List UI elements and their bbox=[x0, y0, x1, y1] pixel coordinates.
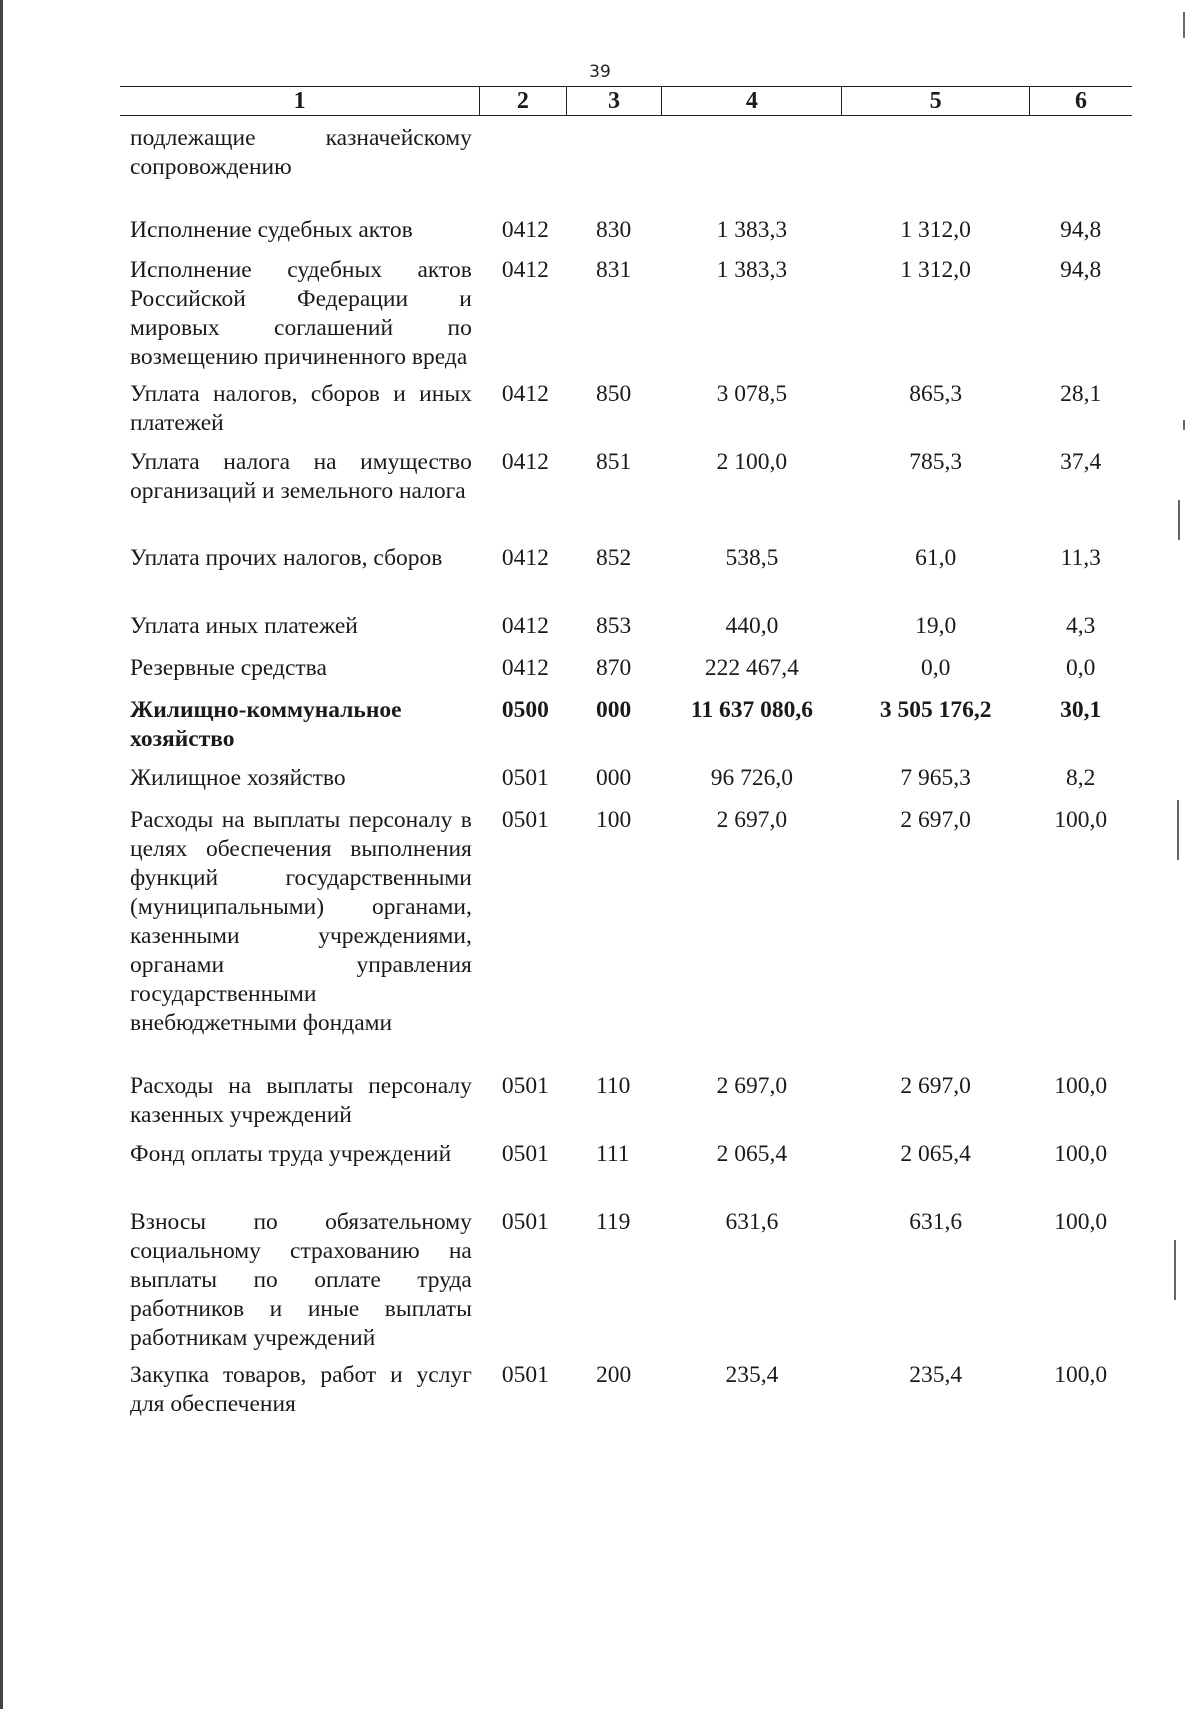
row-value-c4: 3 078,5 bbox=[716, 380, 788, 407]
row-value-c5: 7 965,3 bbox=[900, 764, 971, 791]
budget-table bbox=[120, 86, 1132, 1421]
table-row bbox=[120, 688, 1132, 756]
row-value-c4: 2 697,0 bbox=[716, 1072, 788, 1099]
row-value-c4: 96 726,0 bbox=[710, 764, 794, 791]
table-row bbox=[120, 1132, 1132, 1200]
row-label: Уплата иных платежей bbox=[130, 612, 358, 639]
table-row bbox=[120, 604, 1132, 646]
row-value-c2: 0412 bbox=[501, 256, 549, 283]
row-value-c4: 11 637 080,6 bbox=[690, 696, 813, 723]
row-value-c2: 0501 bbox=[501, 1361, 549, 1388]
row-value-c2: 0501 bbox=[501, 1072, 549, 1099]
row-value-c4: 1 383,3 bbox=[716, 256, 788, 283]
row-label: Исполнение судебных актов bbox=[130, 216, 413, 243]
row-value-c2: 0412 bbox=[501, 380, 549, 407]
row-label: Уплата прочих налогов, сборов bbox=[130, 544, 443, 571]
row-value-c5: 785,3 bbox=[909, 448, 963, 475]
row-label: Жилищное хозяйство bbox=[130, 764, 346, 791]
column-header-6: 6 bbox=[1029, 87, 1132, 116]
row-value-c3: 110 bbox=[596, 1072, 631, 1099]
row-value-c2: 0412 bbox=[501, 612, 549, 639]
row-label: подлежащие казначейскому сопровождению bbox=[130, 125, 472, 180]
column-header-4: 4 bbox=[662, 87, 842, 116]
table-row bbox=[120, 116, 1132, 208]
scan-edge bbox=[0, 0, 3, 1709]
table-row bbox=[120, 1353, 1132, 1421]
table-row bbox=[120, 756, 1132, 798]
row-value-c2: 0501 bbox=[501, 1208, 549, 1235]
row-value-c4: 2 697,0 bbox=[716, 806, 788, 833]
row-value-c3: 831 bbox=[596, 256, 632, 283]
row-value-c6: 94,8 bbox=[1060, 256, 1102, 283]
row-value-c6: 94,8 bbox=[1060, 216, 1102, 243]
row-value-c5: 2 697,0 bbox=[900, 1072, 971, 1099]
row-value-c3: 200 bbox=[596, 1361, 632, 1388]
row-label: Жилищно-коммунальное хозяйство bbox=[130, 696, 402, 752]
scan-speck bbox=[1183, 420, 1185, 430]
row-value-c3: 100 bbox=[596, 806, 632, 833]
row-value-c5: 1 312,0 bbox=[900, 216, 971, 243]
row-value-c3: 111 bbox=[596, 1140, 630, 1167]
row-label: Фонд оплаты труда учреждений bbox=[130, 1140, 452, 1167]
row-value-c5 bbox=[842, 116, 1030, 208]
row-value-c6: 37,4 bbox=[1060, 448, 1102, 475]
row-value-c4: 235,4 bbox=[725, 1361, 779, 1388]
row-value-c6: 100,0 bbox=[1054, 806, 1108, 833]
row-label: Уплата налога на имущество организаций и земельного налога bbox=[130, 448, 472, 504]
row-value-c3: 851 bbox=[596, 448, 632, 475]
row-value-c6: 4,3 bbox=[1066, 612, 1096, 639]
row-label: Резервные средства bbox=[130, 654, 327, 681]
row-value-c3: 852 bbox=[596, 544, 632, 571]
row-value-c5: 631,6 bbox=[909, 1208, 963, 1235]
row-value-c4: 538,5 bbox=[725, 544, 779, 571]
table-body bbox=[120, 116, 1132, 1421]
row-value-c2: 0412 bbox=[501, 216, 549, 243]
scan-speck bbox=[1177, 800, 1179, 860]
row-value-c4: 440,0 bbox=[725, 612, 779, 639]
row-value-c2: 0412 bbox=[501, 544, 549, 571]
row-value-c5: 2 065,4 bbox=[900, 1140, 971, 1167]
row-value-c6 bbox=[1029, 116, 1132, 208]
row-value-c3: 850 bbox=[596, 380, 632, 407]
row-value-c5: 865,3 bbox=[909, 380, 963, 407]
row-label: Закупка товаров, работ и услуг для обеспечения bbox=[130, 1361, 472, 1417]
row-value-c3: 000 bbox=[596, 764, 632, 791]
table-row bbox=[120, 646, 1132, 688]
column-header-2: 2 bbox=[480, 87, 566, 116]
row-label: Расходы на выплаты персоналу в целях обеспечения выполнения функций государственными (муниципальными) органами, казенными учреждениями, органами управления государственными внебюджетными фондами bbox=[130, 806, 472, 1036]
row-value-c2 bbox=[480, 116, 566, 208]
row-value-c4 bbox=[662, 116, 842, 208]
row-value-c3 bbox=[566, 116, 662, 208]
row-value-c6: 0,0 bbox=[1066, 654, 1096, 681]
row-label: Расходы на выплаты персоналу казенных учреждений bbox=[130, 1072, 472, 1128]
row-value-c5: 61,0 bbox=[915, 544, 957, 571]
table-row bbox=[120, 536, 1132, 604]
row-value-c6: 100,0 bbox=[1054, 1140, 1108, 1167]
row-value-c4: 222 467,4 bbox=[704, 654, 799, 681]
row-value-c3: 830 bbox=[596, 216, 632, 243]
row-value-c2: 0501 bbox=[501, 806, 549, 833]
scan-speck bbox=[1183, 12, 1185, 38]
row-value-c3: 870 bbox=[596, 654, 632, 681]
row-value-c6: 8,2 bbox=[1066, 764, 1096, 791]
budget-table-container bbox=[120, 86, 1132, 1421]
row-label: Уплата налогов, сборов и иных платежей bbox=[130, 380, 472, 436]
table-row bbox=[120, 798, 1132, 1064]
row-value-c6: 11,3 bbox=[1060, 544, 1101, 571]
row-value-c5: 19,0 bbox=[915, 612, 957, 639]
scan-speck bbox=[1174, 1240, 1176, 1300]
table-header-row bbox=[120, 87, 1132, 116]
table-row bbox=[120, 372, 1132, 440]
scan-speck bbox=[1178, 500, 1180, 540]
column-header-5: 5 bbox=[842, 87, 1030, 116]
row-value-c6: 100,0 bbox=[1054, 1072, 1108, 1099]
row-value-c2: 0412 bbox=[501, 448, 549, 475]
row-value-c2: 0501 bbox=[501, 764, 549, 791]
row-value-c6: 28,1 bbox=[1060, 380, 1102, 407]
column-header-3: 3 bbox=[566, 87, 662, 116]
row-value-c4: 1 383,3 bbox=[716, 216, 788, 243]
row-value-c2: 0500 bbox=[501, 696, 549, 723]
row-value-c2: 0412 bbox=[501, 654, 549, 681]
table-row bbox=[120, 1200, 1132, 1353]
column-header-1: 1 bbox=[120, 87, 480, 116]
row-value-c3: 853 bbox=[596, 612, 632, 639]
table-row bbox=[120, 248, 1132, 372]
row-value-c5: 0,0 bbox=[920, 654, 951, 681]
row-value-c5: 3 505 176,2 bbox=[879, 696, 992, 723]
table-row bbox=[120, 1064, 1132, 1132]
row-value-c5: 1 312,0 bbox=[900, 256, 971, 283]
row-label: Исполнение судебных актов Российской Федерации и мировых соглашений по возмещению причиненного вреда bbox=[130, 256, 472, 370]
row-value-c4: 2 065,4 bbox=[716, 1140, 788, 1167]
row-value-c4: 631,6 bbox=[725, 1208, 779, 1235]
row-value-c2: 0501 bbox=[501, 1140, 549, 1167]
row-value-c3: 119 bbox=[596, 1208, 631, 1235]
row-value-c6: 100,0 bbox=[1054, 1361, 1108, 1388]
table-row bbox=[120, 208, 1132, 248]
row-value-c6: 100,0 bbox=[1054, 1208, 1108, 1235]
row-value-c5: 235,4 bbox=[909, 1361, 963, 1388]
row-value-c4: 2 100,0 bbox=[716, 448, 788, 475]
row-label: Взносы по обязательному социальному страхованию на выплаты по оплате труда работников и иные выплаты работникам учреждений bbox=[130, 1208, 472, 1351]
table-row bbox=[120, 440, 1132, 536]
row-value-c5: 2 697,0 bbox=[900, 806, 971, 833]
row-value-c6: 30,1 bbox=[1060, 696, 1102, 723]
row-value-c3: 000 bbox=[596, 696, 632, 723]
page-number: 39 bbox=[589, 62, 611, 82]
